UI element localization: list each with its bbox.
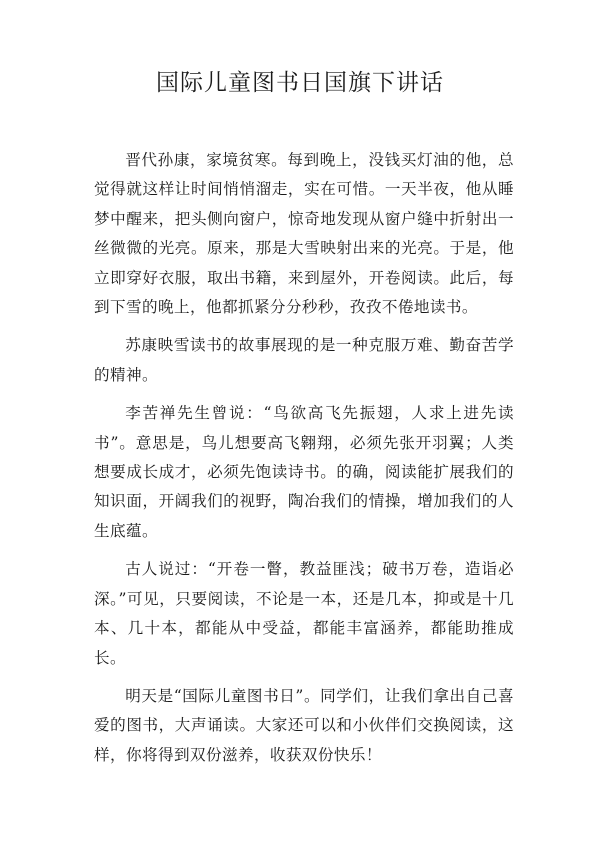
paragraph-2: 苏康映雪读书的故事展现的是一种克服万难、勤奋苦学的精神。 <box>94 336 514 384</box>
paragraph-5: 明天是“国际儿童图书日”。同学们，让我们拿出自己喜爱的图书，大声诵读。大家还可以和小伙伴们交换阅读，这样，你将得到双份滋养，收获双份快乐！ <box>94 686 514 764</box>
paragraph-4: 古人说过：“开卷一瞥，教益匪浅；破书万卷，造诣必深。”可见，只要阅读，不论是一本，还是几本，抑或是十几本、几十本，都能从中受益，都能丰富涵养，都能助推成长。 <box>94 560 514 667</box>
document-title: 国际儿童图书日国旗下讲话 <box>156 70 444 96</box>
document-body <box>94 146 514 779</box>
paragraph-3: 李苦禅先生曾说：“鸟欲高飞先振翅，人求上进先读书”。意思是，鸟儿想要高飞翱翔，必须先张开羽翼；人类想要成长成才，必须先饱读诗书。的确，阅读能扩展我们的知识面，开阔我们的视野，陶冶我们的情操，增加我们的人生底蕴。 <box>94 404 514 540</box>
paragraph-1: 晋代孙康，家境贫寒。每到晚上，没钱买灯油的他，总觉得就这样让时间悄悄溜走，实在可惜。一天半夜，他从睡梦中醒来，把头侧向窗户，惊奇地发现从窗户缝中折射出一丝微微的光亮。原来，那是大雪映射出来的光亮。于是，他立即穿好衣服，取出书籍，来到屋外，开卷阅读。此后，每到下雪的晚上，他都抓紧分分秒秒，孜孜不倦地读书。 <box>94 151 514 317</box>
